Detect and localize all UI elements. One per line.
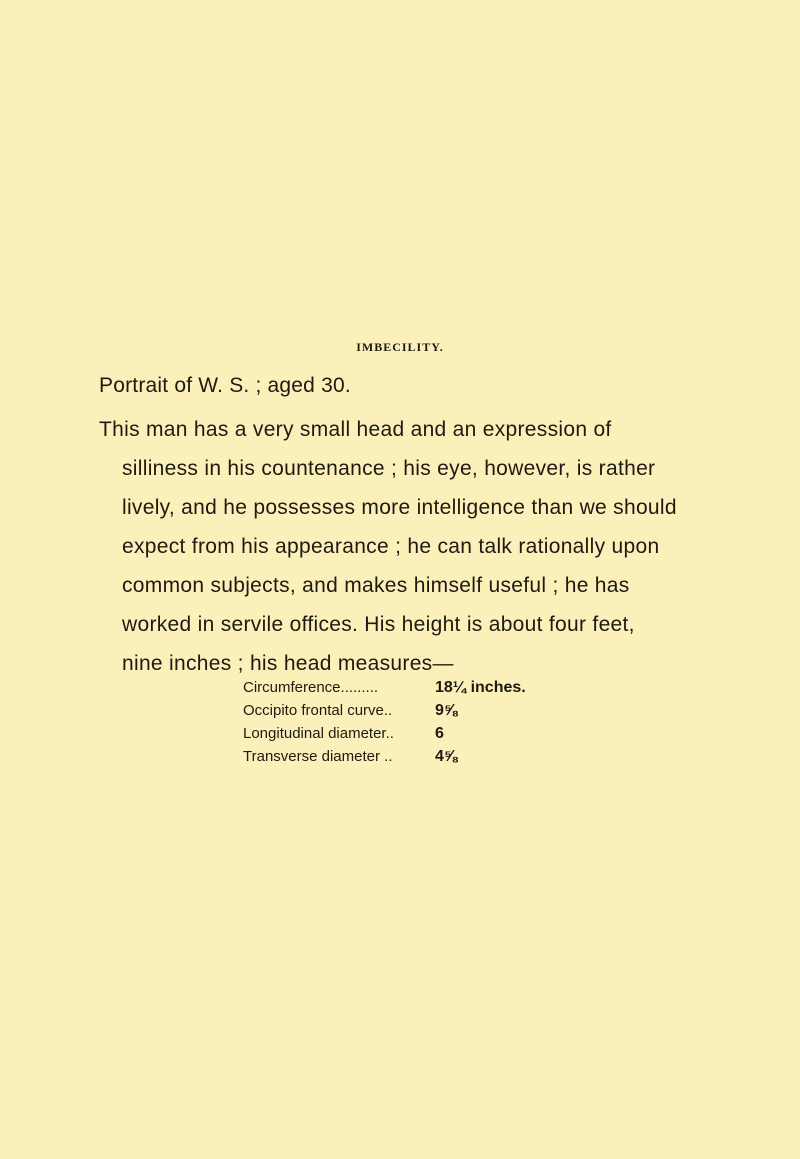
measurement-label: Transverse diameter .. xyxy=(243,748,393,765)
description-paragraph xyxy=(99,410,729,683)
measurement-label: Circumference......... xyxy=(243,679,379,696)
measurement-label: Occipito frontal curve.. xyxy=(243,702,393,719)
measurement-label: Longitudinal diameter.. xyxy=(243,725,394,742)
paragraph-line: silliness in his countenance ; his eye, however, is rather xyxy=(122,457,656,480)
paragraph-line: common subjects, and makes himself useful ; he has xyxy=(122,574,630,597)
measurement-value: 4⅝ xyxy=(435,748,458,765)
measurement-row xyxy=(243,676,526,699)
paragraph-line: lively, and he possesses more intelligence than we should xyxy=(122,496,677,519)
measurement-value: 6 xyxy=(435,725,444,742)
running-head: IMBECILITY. xyxy=(356,340,444,354)
portrait-caption: Portrait of W. S. ; aged 30. xyxy=(99,374,351,397)
measurement-row xyxy=(243,722,526,745)
measurement-row xyxy=(243,699,526,722)
paragraph-line: expect from his appearance ; he can talk rationally upon xyxy=(122,535,660,558)
paragraph-line: This man has a very small head and an expression of xyxy=(99,418,612,441)
paragraph-line: worked in servile offices. His height is about four feet, xyxy=(122,613,635,636)
measurement-value: 18¼ inches. xyxy=(435,679,526,696)
paragraph-line: nine inches ; his head measures— xyxy=(122,652,454,675)
head-measurements-table xyxy=(243,676,526,768)
measurement-row xyxy=(243,745,526,768)
measurement-value: 9⅝ xyxy=(435,702,458,719)
